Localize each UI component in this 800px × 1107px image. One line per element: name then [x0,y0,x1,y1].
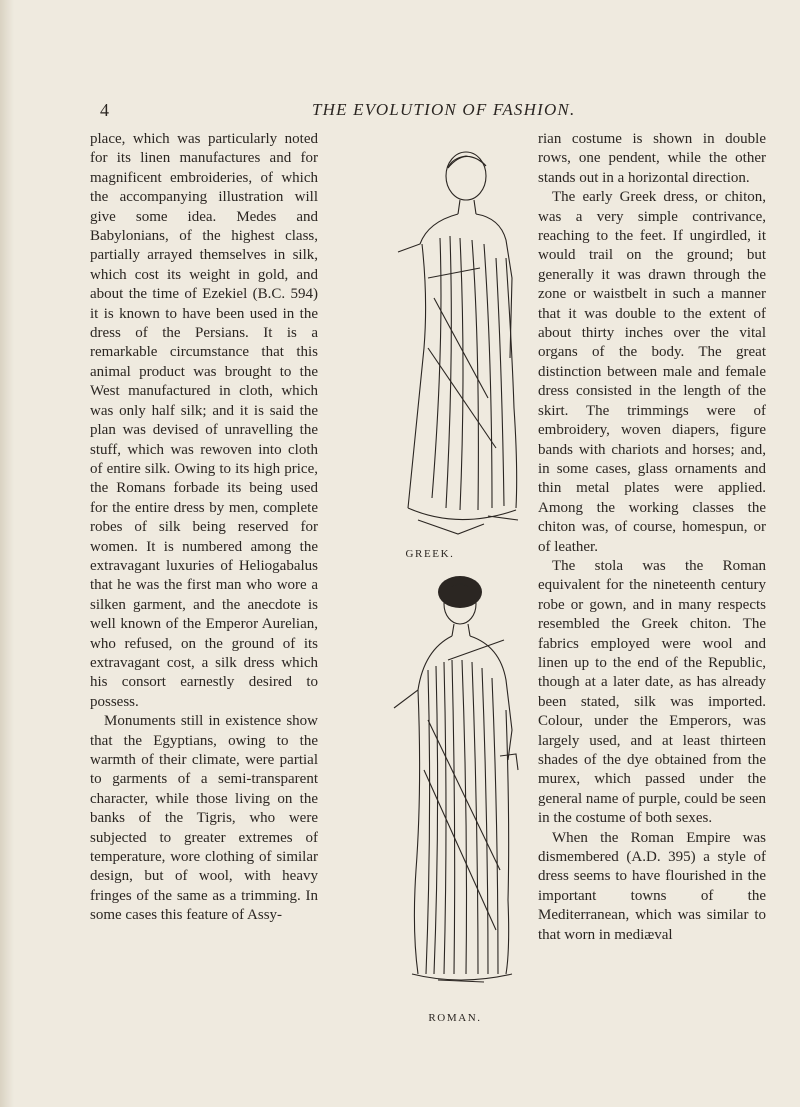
page-binding-shadow [0,0,14,1107]
roman-caption: ROMAN. [428,1012,482,1024]
right-paragraph-1: rian costume is shown in double rows, one pendent, while the other stands out in a horizontal direction. [538,131,766,186]
running-title: THE EVOLUTION OF FASHION. [312,100,576,119]
page-number: 4 [100,100,109,120]
greek-figure-illustration-icon [388,148,528,538]
right-text-column [538,130,766,945]
page-header [100,100,740,130]
roman-figure-illustration-icon [388,570,528,990]
right-paragraph-2: The early Greek dress, or chiton, was a very simple contrivance, reaching to the feet. If ungirdled, it would trail on the ground; but generally it was drawn through the zone or waistbelt in such a manner that it was double to the extent of about thirty inches over the vital organs of the body. The great distinction between male and female dress consisted in the length of the skirt. The trimmings were of embroidery, woven diapers, figure bands with chariots and horses; and, in some cases, glass ornaments and thin metal plates were applied. Among the working classes the chiton was, of course, homespun, or of leather. [538,189,766,555]
left-paragraph-2: Monuments still in existence show that the Egyptians, owing to the warmth of their climate, were partial to garments of a semi-transparent character, while those living on the banks of the Tigris, who were subjected to greater extremes of temperature, wore clothing of similar design, but of wool, with heavy fringes of the same as a trimming. In some cases this feature of Assy- [90,713,318,924]
right-paragraph-3: The stola was the Roman equivalent for the nineteenth century robe or gown, and in many respects resembled the Greek chiton. The fabrics employed were wool and linen up to the end of the Republic, though at a later date, as has already been stated, silk was imported. Colour, under the Emperors, was largely used, and at least thirteen shades of the dye obtained from the murex, which passed under the general name of purple, could be seen in the costume of both sexes. [538,557,766,827]
left-paragraph-1: place, which was particularly noted for its linen manufactures and for magnificent embroideries, of which the accompanying illustration will give some idea. Medes and Babylonians, of the highest class, partially arrayed themselves in silk, which cost its weight in gold, and about the time of Ezekiel (B.C. 594) it is known to have been used in the dress of the Persians. It is a remarkable circumstance that this animal product was brought to the West manufactured in cloth, which was only half silk; and it is said the plan was devised of unravelling the stuff, which was rewoven into cloth of entire silk. Owing to its high price, the Romans forbade its being used for the entire dress by men, complete robes of silk being reserved for women. It is numbered among the extravagant luxuries of Heliogabalus that he was the first man who wore a silken garment, and the anecdote is well known of the Emperor Aurelian, who refused, on the ground of its extravagant cost, a silk dress which his consort earnestly desired to possess. [90,131,318,710]
greek-caption: GREEK. [405,548,455,560]
right-paragraph-4: When the Roman Empire was dismembered (A.D. 395) a style of dress seems to have flourished in the important towns of the Mediterranean, which was similar to that worn in mediæval [538,829,766,943]
left-text-column [90,130,318,926]
